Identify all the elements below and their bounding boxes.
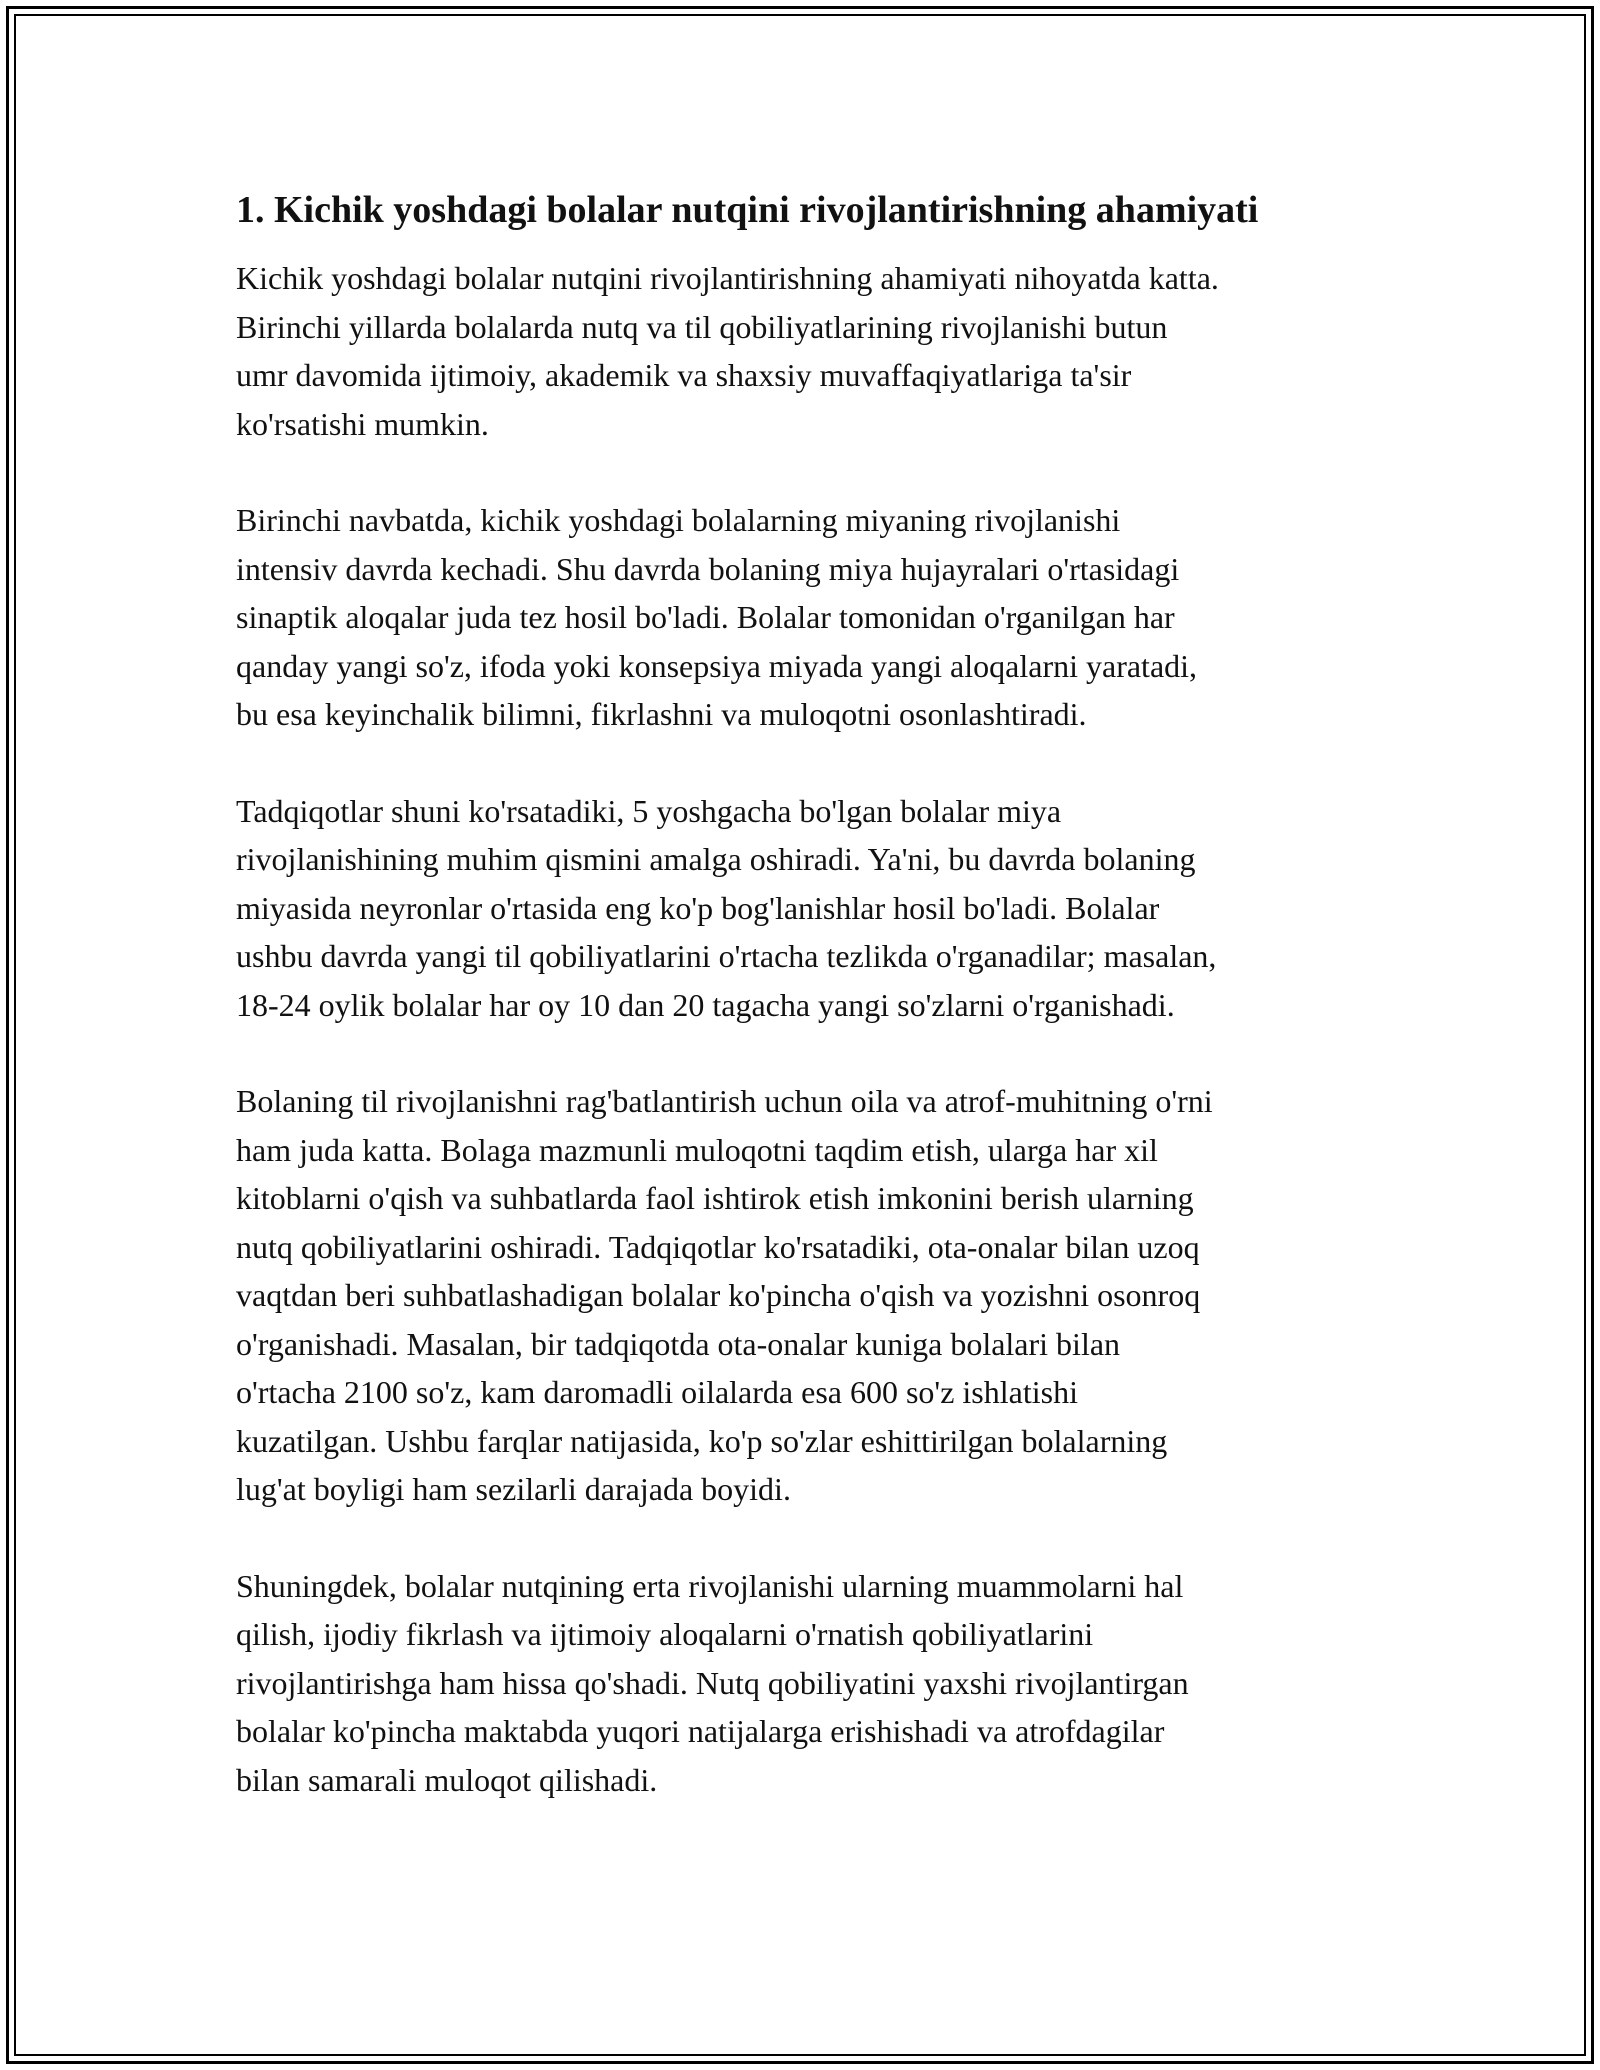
document-body bbox=[236, 186, 1396, 1852]
paragraph-line: Tadqiqotlar shuni ko'rsatadiki, 5 yoshgacha bo'lgan bolalar miya bbox=[236, 792, 1062, 829]
paragraph-line: 18-24 oylik bolalar har oy 10 dan 20 tagacha yangi so'zlarni o'rganishadi. bbox=[236, 986, 1175, 1023]
paragraph-line: sinaptik aloqalar juda tez hosil bo'ladi. Bolalar tomonidan o'rganilgan har bbox=[236, 599, 1175, 635]
paragraph-line: qilish, ijodiy fikrlash va ijtimoiy aloqalarni o'rnatish qobiliyatlarini bbox=[236, 1616, 1094, 1652]
paragraph-1 bbox=[236, 254, 1396, 448]
paragraph-line: intensiv davrda kechadi. Shu davrda bolaning miya hujayralari o'rtasidagi bbox=[236, 550, 1180, 587]
paragraph-5 bbox=[236, 1562, 1396, 1805]
paragraph-line: kuzatilgan. Ushbu farqlar natijasida, ko'p so'zlar eshittirilgan bolalarning bbox=[236, 1422, 1168, 1459]
paragraph-line: ham juda katta. Bolaga mazmunli muloqotni taqdim etish, ularga har xil bbox=[236, 1131, 1158, 1168]
paragraph-3 bbox=[236, 787, 1396, 1030]
paragraph-line: Birinchi yillarda bolalarda nutq va til qobiliyatlarining rivojlanishi butun bbox=[236, 308, 1168, 345]
paragraph-line: ushbu davrda yangi til qobiliyatlarini o'rtacha tezlikda o'rganadilar; masalan, bbox=[236, 938, 1217, 974]
paragraph-line: Shuningdek, bolalar nutqining erta rivojlanishi ularning muammolarni hal bbox=[236, 1567, 1184, 1604]
paragraph-line: rivojlantirishga ham hissa qo'shadi. Nutq qobiliyatini yaxshi rivojlantirgan bbox=[236, 1664, 1189, 1701]
paragraph-line: bolalar ko'pincha maktabda yuqori natijalarga erishishadi va atrofdagilar bbox=[236, 1713, 1165, 1749]
paragraph-line: Birinchi navbatda, kichik yoshdagi bolalarning miyaning rivojlanishi bbox=[236, 502, 1121, 538]
paragraph-line: Bolaning til rivojlanishni rag'batlantirish uchun oila va atrof-muhitning o'rni bbox=[236, 1083, 1213, 1119]
paragraph-line: qanday yangi so'z, ifoda yoki konsepsiya miyada yangi aloqalarni yaratadi, bbox=[236, 647, 1198, 684]
paragraph-line: bu esa keyinchalik bilimni, fikrlashni va muloqotni osonlashtiradi. bbox=[236, 696, 1087, 732]
paragraph-line: rivojlanishining muhim qismini amalga oshiradi. Ya'ni, bu davrda bolaning bbox=[236, 841, 1196, 877]
paragraph-line: ko'rsatishi mumkin. bbox=[236, 405, 489, 442]
paragraph-line: bilan samarali muloqot qilishadi. bbox=[236, 1761, 658, 1798]
section-heading: 1. Kichik yoshdagi bolalar nutqini rivojlantirishning ahamiyati bbox=[236, 189, 1259, 231]
paragraph-line: Kichik yoshdagi bolalar nutqini rivojlantirishning ahamiyati nihoyatda katta. bbox=[236, 260, 1219, 296]
paragraph-line: miyasida neyronlar o'rtasida eng ko'p bog'lanishlar hosil bo'ladi. Bolalar bbox=[236, 889, 1160, 926]
paragraph-4 bbox=[236, 1077, 1396, 1514]
paragraph-line: vaqtdan beri suhbatlashadigan bolalar ko'pincha o'qish va yozishni osonroq bbox=[236, 1277, 1201, 1313]
paragraph-line: o'rtacha 2100 so'z, kam daromadli oilalarda esa 600 so'z ishlatishi bbox=[236, 1374, 1078, 1410]
paragraph-line: kitoblarni o'qish va suhbatlarda faol ishtirok etish imkonini berish ularning bbox=[236, 1180, 1194, 1216]
paragraph-line: o'rganishadi. Masalan, bir tadqiqotda ota-onalar kuniga bolalari bilan bbox=[236, 1325, 1121, 1362]
paragraph-line: umr davomida ijtimoiy, akademik va shaxsiy muvaffaqiyatlariga ta'sir bbox=[236, 357, 1132, 393]
paragraph-list bbox=[236, 254, 1396, 1804]
paragraph-2 bbox=[236, 496, 1396, 739]
paragraph-line: nutq qobiliyatlarini oshiradi. Tadqiqotlar ko'rsatadiki, ota-onalar bilan uzoq bbox=[236, 1228, 1200, 1265]
paragraph-line: lug'at boyligi ham sezilarli darajada boyidi. bbox=[236, 1471, 791, 1507]
